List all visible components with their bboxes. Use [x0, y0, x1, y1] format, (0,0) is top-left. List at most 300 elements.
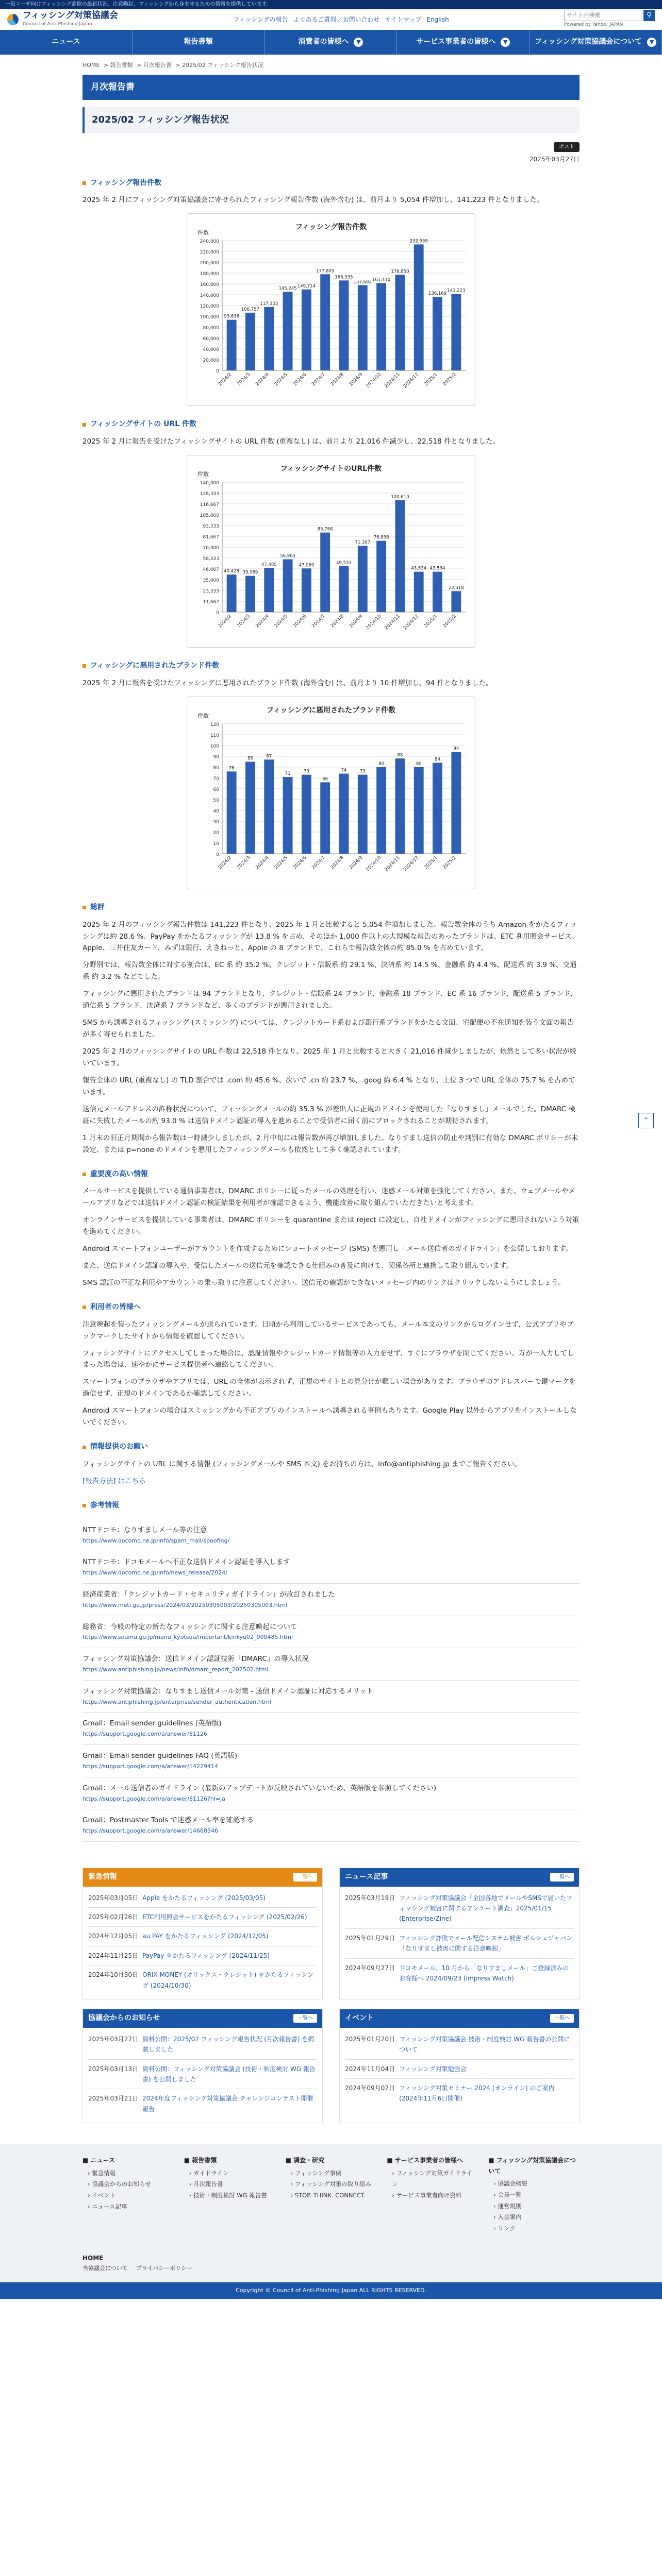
chart-y-tick-label: 120,000 [200, 304, 219, 310]
footer-link[interactable]: › 月次報告書 [189, 2180, 223, 2188]
news-box-header [340, 1868, 579, 1887]
reference-url[interactable]: https://www.antiphishing.jp/news/info/dmarc_report_202502.html [82, 1666, 269, 1673]
section-heading-brands [82, 660, 580, 672]
news-item-date: 2024年10月30日 [88, 1971, 139, 1979]
chart-bar [227, 574, 237, 612]
footer-link[interactable]: › 運営規則 [493, 2202, 522, 2210]
summary-paragraph: 2025 年 2 月のフィッシング報告件数は 141,223 件となり、2025 年 1 月と比較すると 5,054 件増加しました。報告数全体のうち Amazon をかたるフィッシングは約 28.6 %、PayPay をかたるフィッシングが 13.8 % を占め、そのほか 1,000 件以上の大規模な報告のあったブランドは、ETC 利用照会サービス、Apple、三井住友カード、みずほ銀行、えきねっと、Apple の 8 ブランドで、これらで報告数全体の約 85.0 % を占めています。 [82, 920, 579, 953]
chart-y-tick-label: 70,000 [203, 546, 219, 551]
chart-x-tick-label: 2024/10 [365, 614, 383, 631]
footer-link[interactable]: › ニュース記事 [88, 2203, 127, 2211]
chart-bar [376, 767, 386, 854]
news-item-link[interactable]: フィッシング対策セミナー 2024 (オンライン) のご案内 (2024年11月6日開催) [399, 2084, 555, 2103]
news-item[interactable] [345, 2079, 574, 2108]
chart-x-tick-label: 2024/4 [255, 614, 270, 629]
section-heading-reports-label: フィッシング報告件数 [90, 178, 162, 187]
news-box-title: ニュース記事 [345, 1872, 388, 1881]
breadcrumb: HOME > 報告書類 > 月次報告書 > 2025/02 フィッシング報告状況 [82, 62, 263, 69]
chart-data-label: 85,768 [317, 527, 333, 532]
chart-x-tick-label: 2024/12 [402, 614, 420, 631]
nav-providers[interactable] [397, 30, 529, 55]
chart-y-tick-label: 60 [213, 787, 219, 792]
chart-data-label: 232,939 [409, 239, 428, 244]
reference-item[interactable] [82, 1681, 580, 1713]
chart-y-tick-label: 160,000 [200, 282, 219, 288]
chart-bar [283, 292, 293, 371]
footer-link[interactable]: › STOP. THINK. CONNECT. [290, 2192, 366, 2199]
news-item-link[interactable]: フィッシング対策勉強会 [399, 2065, 467, 2073]
chart-x-tick-label: 2025/1 [423, 855, 439, 871]
bullet-icon [82, 1446, 86, 1449]
news-item[interactable] [88, 1927, 317, 1946]
chart-title: フィッシングサイトのURL件数 [280, 465, 382, 473]
chart-brands-svg [190, 700, 472, 886]
footer-link[interactable]: › サービス事業者向け資料 [392, 2192, 462, 2199]
chart-bar [302, 290, 311, 370]
chart-y-label: 件数 [197, 229, 209, 236]
chart-x-tick-label: 2024/6 [292, 614, 308, 629]
news-box [339, 1868, 580, 1999]
chart-data-label: 145,245 [278, 286, 297, 292]
users-paragraph: 注意喚起を装ったフィッシングメールが送られています。日頃から利用しているサービスであっても、メール本文のリンクからログインせず、公式アプリやブックマークしたサイトから情報を確認してください。 [82, 1320, 574, 1341]
chart-bar [414, 572, 424, 612]
news-item-date: 2025年03月27日 [88, 2035, 139, 2043]
news-item[interactable] [88, 1889, 317, 1908]
footer-link[interactable]: › フィッシング対策の取り組み [290, 2180, 371, 2188]
summary-paragraphs [82, 919, 580, 1156]
reference-url[interactable]: https://support.google.com/a/answer/14668346 [82, 1827, 218, 1835]
report-method-link[interactable]: [報告方法] はこちら [82, 1477, 146, 1485]
footer-link[interactable]: › イベント [88, 2192, 116, 2199]
important-paragraph: メールサービスを提供している通信事業者は、DMARC ポリシーに従ったメールの処理を行い、迷惑メール対策を強化してください。また、ウェブメールやメールアプリなどでは送信ドメイン認証の検証結果を利用者が確認できるよう、機能改善に取り組んでいただきたいと考えます。 [82, 1187, 576, 1208]
reference-item[interactable] [82, 1551, 580, 1584]
nav-consumers[interactable] [265, 30, 398, 55]
chart-bar [245, 576, 255, 612]
chart-y-tick-label: 140,000 [200, 481, 219, 486]
bullet-icon [82, 1173, 86, 1176]
news-item-link[interactable]: ドコモメール、10 月から「なりすましメール」ご登録済みのお客様へ 2024/09/23 (Impress Watch) [399, 1964, 569, 1982]
footer-home-link[interactable]: HOME [82, 2255, 104, 2262]
chart-x-tick-label: 2024/10 [365, 372, 383, 389]
footer-column-heading[interactable]: ■ フィッシング対策協議会について [488, 2157, 576, 2175]
chart-y-tick-label: 180,000 [200, 272, 219, 277]
breadcrumb-reports[interactable]: 報告書類 [110, 62, 133, 69]
news-item[interactable] [345, 1929, 574, 1959]
news-item[interactable] [88, 2089, 317, 2119]
reference-url[interactable]: https://support.google.com/a/answer/81126?hl=ja [82, 1795, 225, 1802]
news-box-more-button[interactable]: 一覧へ [293, 1873, 317, 1882]
reference-item[interactable] [82, 1648, 580, 1681]
summary-paragraph: 分野別では、報告数全体に対する割合は、EC 系 約 35.2 %、クレジット・信販系 約 29.1 %、決済系 約 14.5 %、金融系 約 4.4 %、配送系 約 3.9 %、交通系 約 3.2 % などでした。 [82, 961, 577, 981]
chart-y-tick-label: 110 [210, 733, 219, 738]
nav-consumers-label: 消費者の皆様へ [298, 38, 349, 46]
section-heading-reports [82, 177, 580, 190]
site-header [0, 9, 662, 30]
news-item-link[interactable]: ETC利用照会サービスをかたるフィッシング (2025/02/26) [142, 1913, 307, 1921]
chart-bar [414, 767, 424, 854]
news-item[interactable] [345, 2030, 574, 2060]
chart-bar [302, 568, 311, 612]
news-item-link[interactable]: ORIX MONEY (オリックス・クレジット) をかたるフィッシング (2024/10/30) [142, 1971, 313, 1989]
reference-url[interactable]: https://www.meti.go.jp/press/2024/03/20250305003/20250305003.html [82, 1601, 287, 1608]
header-link-faq[interactable]: よくあるご質問／お問い合わせ [293, 15, 380, 23]
footer-column-heading[interactable]: ■ 調査・研究 [285, 2157, 325, 2164]
chart-data-label: 47,069 [299, 563, 315, 568]
chart-x-tick-label: 2025/2 [442, 372, 457, 387]
search-input[interactable] [564, 10, 641, 21]
summary-paragraph: 送信元メールアドレスの詐称状況について、フィッシングメールの約 35.3 % が差出人に正規のドメインを使用した「なりすまし」メールでした。DMARC 検証に失敗したメールの約 93.0 % は送信ドメイン認証の導入を進めることで受信者に届く前にブロックされることが期待されます。 [82, 1105, 575, 1125]
section-heading-important-label: 重要度の高い情報 [90, 1170, 148, 1178]
news-item[interactable] [345, 1959, 574, 1988]
chart-data-label: 80 [378, 761, 385, 767]
chart-bar [433, 572, 442, 612]
nav-news[interactable] [0, 30, 133, 55]
chart-x-tick-label: 2024/2 [217, 855, 233, 871]
section-heading-important [82, 1168, 580, 1181]
publish-date: 2025年03月27日 [529, 156, 580, 163]
chart-bar [302, 774, 311, 853]
breadcrumb-monthly[interactable]: 月次報告書 [143, 62, 172, 69]
reference-item[interactable] [82, 1519, 580, 1552]
section-heading-summary-label: 総評 [90, 903, 105, 911]
chart-x-tick-label: 2024/8 [329, 614, 345, 629]
chart-data-label: 43,534 [429, 566, 445, 571]
chart-reports-svg [190, 217, 472, 402]
article [82, 100, 580, 1849]
chart-x-tick-label: 2024/12 [402, 855, 420, 873]
page-banner: 月次報告書 [82, 75, 580, 100]
chart-x-tick-label: 2024/3 [236, 855, 252, 871]
footer-link[interactable]: › 協議会からのお知らせ [88, 2180, 151, 2188]
chart-data-label: 71 [285, 771, 291, 776]
chart-bar [339, 281, 349, 371]
news-item[interactable] [88, 1908, 317, 1927]
news-box-title: 緊急情報 [88, 1872, 117, 1881]
chart-bar [264, 568, 274, 612]
news-item-link[interactable]: PayPay をかたるフィッシング (2024/11/25) [142, 1952, 270, 1959]
chart-data-label: 176,850 [391, 269, 409, 275]
chart-bar [264, 759, 274, 854]
nav-reports-label: 報告書類 [184, 38, 213, 46]
footer-column [82, 2155, 174, 2234]
news-item-date: 2024年11月25日 [88, 1952, 139, 1959]
chart-data-label: 88 [397, 752, 403, 758]
chart-urls-svg [190, 459, 472, 644]
news-item-date: 2025年03月05日 [88, 1894, 139, 1902]
nav-news-label: ニュース [52, 38, 80, 46]
breadcrumb-current: 2025/02 フィッシング報告状況 [182, 62, 263, 69]
footer-link[interactable]: › 会員一覧 [493, 2191, 522, 2198]
section-heading-urls [82, 418, 580, 431]
footer-link[interactable]: › 協議会概要 [493, 2179, 527, 2187]
reference-title: Gmail：Email sender guidelines FAQ (英語版) [82, 1752, 238, 1760]
site-logo[interactable] [7, 11, 118, 28]
chart-data-label: 141,223 [447, 289, 466, 294]
chart-data-label: 87 [266, 754, 272, 759]
section-heading-urls-label: フィッシングサイトの URL 件数 [90, 420, 197, 429]
chart-data-label: 117,303 [260, 301, 278, 307]
chart-data-label: 22,518 [448, 585, 464, 591]
footer-column-heading[interactable]: ■ サービス事業者の皆様へ [387, 2157, 463, 2164]
chart-data-label: 56,905 [280, 553, 295, 559]
reference-url[interactable]: https://www.docomo.ne.jp/info/news_release/2024/ [82, 1569, 227, 1577]
news-box-more-button[interactable]: 一覧へ [550, 1873, 574, 1882]
footer-column-heading[interactable]: ■ 報告書類 [184, 2157, 217, 2164]
chart-bar [264, 307, 274, 370]
footer-link[interactable]: › フィッシング対策ガイドライン [392, 2169, 473, 2188]
footer-link[interactable]: › ガイドライン [189, 2169, 229, 2177]
chart-x-tick-label: 2024/5 [273, 372, 289, 387]
footer-privacy-link[interactable]: プライバシーポリシー [136, 2264, 193, 2272]
chart-y-tick-label: 90 [213, 754, 219, 760]
chart-data-label: 149,714 [297, 284, 316, 290]
summary-paragraph: 報告全体の URL (重複なし) の TLD 割合では .com 約 45.6 %、次いで .cn 約 23.7 %、.goog 約 6.4 % となり、上位 3 つで URL 全体の 75.7 % を占めています。 [82, 1076, 575, 1096]
news-item-link[interactable]: フィッシング対策協議会「全国各地でメールやSMSで届いたフィッシング被害に関するアンケート調査」2025/01/15 (Enterprise/Zine) [399, 1894, 572, 1923]
chart-x-tick-label: 2024/6 [292, 372, 308, 387]
logo-subtitle: Council of Anti-Phishing Japan [23, 21, 92, 27]
nav-about[interactable] [529, 30, 662, 55]
news-item[interactable] [88, 1946, 317, 1965]
chart-x-tick-label: 2024/9 [348, 614, 364, 629]
footer-column-heading[interactable]: ■ ニュース [82, 2157, 115, 2164]
chart-bar [227, 771, 237, 854]
chart-bar [395, 500, 405, 612]
chart-bar [358, 546, 368, 613]
chart-data-label: 161,410 [372, 277, 391, 283]
chart-x-tick-label: 2024/4 [255, 855, 270, 871]
news-item[interactable] [88, 2030, 317, 2060]
chart-y-tick-label: 80 [213, 765, 219, 771]
chart-data-label: 73 [303, 769, 309, 774]
chart-data-label: 85 [247, 756, 253, 761]
news-item[interactable] [345, 1889, 574, 1929]
news-item-link[interactable]: フィッシング対策協議会 技術・制度検討 WG 報告書の公開について [399, 2035, 570, 2054]
news-item-date: 2025年01月29日 [345, 1934, 395, 1942]
chart-bar [339, 566, 349, 612]
footer-column [184, 2155, 275, 2234]
chart-x-tick-label: 2024/3 [236, 372, 252, 387]
header-link-report[interactable]: フィッシングの報告 [233, 15, 288, 23]
nav-reports[interactable] [133, 30, 265, 55]
breadcrumb-home[interactable]: HOME [82, 62, 100, 69]
bullet-icon [82, 1504, 86, 1507]
section-heading-summary [82, 902, 580, 914]
chart-data-label: 73 [359, 769, 366, 774]
reference-item[interactable] [82, 1616, 580, 1649]
nav-about-label: フィッシング対策協議会について [535, 38, 642, 46]
summary-paragraph: 2025 年 2 月のフィッシングサイトの URL 件数は 22,518 件となり、2025 年 1 月と比較すると大きく 21,016 件減少しましたが、依然として多い状況が続いています。 [82, 1047, 577, 1067]
news-item-link[interactable]: Apple をかたるフィッシング (2025/03/05) [142, 1894, 266, 1902]
news-item-link[interactable]: フィッシング詐欺でメール配信システム被害 ポルシェジャパン「なりすまし被害に関する注意喚起」 [399, 1934, 573, 1953]
chart-data-label: 40,428 [224, 569, 240, 574]
chart-x-tick-label: 2024/5 [273, 855, 289, 871]
share-button[interactable]: ポスト [554, 142, 580, 152]
chart-x-tick-label: 2025/1 [423, 372, 439, 387]
chart-x-tick-label: 2024/7 [311, 855, 326, 871]
chart-bar [227, 320, 237, 370]
footer-column [286, 2155, 377, 2234]
chart-y-tick-label: 200,000 [200, 261, 219, 266]
chart-y-tick-label: 40 [213, 808, 219, 814]
sub-footer [0, 2246, 662, 2282]
request-text: フィッシングサイトの URL に関する情報 (フィッシングメールや SMS 本文) をお持ちの方は、info@antiphishing.jp までご報告ください。 [82, 1460, 522, 1468]
reference-item[interactable] [82, 1713, 580, 1745]
chart-y-tick-label: 81,667 [203, 535, 219, 540]
chart-y-tick-label: 100,000 [200, 315, 219, 320]
reference-title: NTTドコモ：ドコモメールへ不正な送信ドメイン認証を導入します [82, 1558, 290, 1567]
chart-x-tick-label: 2024/6 [292, 855, 308, 871]
footer-link[interactable]: › 入会案内 [493, 2213, 522, 2221]
news-box [82, 1868, 323, 1999]
footer-about-link[interactable]: 当協議会について [82, 2264, 128, 2272]
back-to-top-icon[interactable]: ⌃ [638, 1113, 654, 1128]
chart-y-tick-label: 93,333 [203, 524, 219, 530]
section-heading-users-label: 利用者の皆様へ [90, 1302, 141, 1311]
reference-item[interactable] [82, 1809, 580, 1842]
news-item-link[interactable]: 2024年度フィッシング対策協議会 チャレンジコンテスト開催報告 [142, 2095, 313, 2113]
reference-title: 経済産業省：「クレジットカード・セキュリティガイドライン」が改訂されました [82, 1590, 335, 1599]
chart-y-tick-label: 58,333 [203, 556, 219, 562]
summary-paragraph: SMS から誘導されるフィッシング (スミッシング) については、クレジットカード系および銀行系ブランドをかたる文面、宅配便の不在通知を装う文面の報告が多く寄せられました。 [82, 1019, 574, 1039]
reference-url[interactable]: https://www.docomo.ne.jp/info/spam_mail/spoofing/ [82, 1537, 230, 1544]
chart-x-tick-label: 2024/2 [217, 614, 233, 629]
news-item-link[interactable]: 資料公開：2025/02 フィッシング報告状況 (月次報告書) を掲載しました [142, 2035, 315, 2054]
news-item-date: 2024年09月27日 [345, 1964, 395, 1972]
reference-url[interactable]: https://support.google.com/a/answer/14229414 [82, 1762, 218, 1770]
chart-data-label: 74 [341, 768, 347, 773]
chart-reports [187, 213, 475, 406]
news-item[interactable] [88, 2060, 317, 2090]
chart-bar [358, 774, 368, 853]
chart-data-label: 106,757 [241, 307, 260, 313]
search-icon[interactable]: ⚲ [643, 10, 655, 21]
reference-title: Gmail：Postmaster Tools で迷惑メール率を確認する [82, 1816, 254, 1825]
chart-data-label: 76,838 [373, 535, 389, 540]
news-item-date: 2025年03月21日 [88, 2095, 139, 2103]
footer-link[interactable]: › 技術・制度検討 WG 報告書 [189, 2192, 267, 2199]
news-boxes [82, 1868, 580, 2123]
chart-title: フィッシング報告件数 [295, 223, 367, 232]
chart-y-tick-label: 10 [213, 841, 219, 846]
chart-x-tick-label: 2025/2 [442, 614, 457, 629]
news-item-date: 2025年01月20日 [345, 2035, 395, 2043]
chart-x-tick-label: 2024/4 [255, 372, 270, 387]
news-item[interactable] [345, 2060, 574, 2079]
reference-title: Gmail：メール送信者のガイドライン (最新のアップデートが反映されていないため、英語版を参照してください) [82, 1784, 437, 1792]
reference-item[interactable] [82, 1745, 580, 1777]
news-box-more-button[interactable]: 一覧へ [550, 2014, 574, 2023]
chart-bar [245, 313, 255, 370]
section-heading-references-label: 参考情報 [90, 1501, 119, 1510]
news-box-title: イベント [345, 2014, 374, 2023]
reference-title: Gmail：Email sender guidelines (英語版) [82, 1719, 222, 1728]
chart-y-label: 件数 [197, 471, 209, 478]
chart-title: フィッシングに悪用されたブランド件数 [266, 706, 396, 715]
users-paragraph: フィッシングサイトにアクセスしてしまった場合は、認証情報やクレジットカード情報等の入力をせず、すぐにブラウザを閉じてください。万が一入力してしまった場合は、速やかにサービス提供者へ連絡してください。 [82, 1349, 574, 1369]
chart-y-tick-label: 20,000 [203, 358, 219, 364]
reference-url[interactable]: https://support.google.com/a/answer/81126 [82, 1731, 207, 1738]
header-link-english[interactable]: English [426, 15, 449, 23]
chart-bar [376, 283, 386, 370]
important-paragraph: また、送信ドメイン認証の導入や、受信したメールの送信元を確認できる仕組みの普及に向けて、関係各所と連携して取り組んでいます。 [82, 1261, 513, 1270]
chart-x-tick-label: 2024/5 [273, 614, 289, 629]
chart-y-tick-label: 128,333 [200, 492, 219, 497]
footer-link[interactable]: › リンク [493, 2225, 516, 2232]
chart-data-label: 80 [416, 761, 422, 767]
news-box-more-button[interactable]: 一覧へ [293, 2014, 317, 2023]
chart-data-label: 76 [228, 766, 235, 771]
important-paragraph: SMS 認証の不正な利用やアカウントの乗っ取りに注意してください。送信元の確認ができないメッセージ内のリンクはクリックしないようにしましょう。 [82, 1278, 565, 1287]
news-item-link[interactable]: au PAY をかたるフィッシング (2024/12/05) [142, 1933, 269, 1940]
header-link-sitemap[interactable]: サイトマップ [385, 15, 422, 23]
bullet-icon [82, 181, 86, 185]
footer-link[interactable]: › 緊急情報 [88, 2169, 116, 2177]
logo-title: フィッシング対策協議会 [23, 10, 118, 21]
chart-bar [433, 762, 442, 853]
news-item-link[interactable]: 資料公開：フィッシング対策協議会 (技術・制度検討 WG 報告書) を公開しました [142, 2065, 316, 2083]
chart-y-tick-label: 35,000 [203, 578, 219, 584]
reference-url[interactable]: https://www.soumu.go.jp/menu_kyotsuu/important/kinkyu02_000485.html [82, 1634, 293, 1641]
chart-y-tick-label: 116,667 [200, 502, 219, 508]
chart-y-tick-label: 40,000 [203, 347, 219, 353]
chevron-down-icon: ▼ [354, 38, 363, 47]
main-nav [0, 30, 662, 55]
summary-paragraph: フィッシングに悪用されたブランドは 94 ブランドとなり、クレジット・信販系 24 ブランド、金融系 18 ブランド、EC 系 16 ブランド、配送系 5 ブランド、通信系 5 ブランド、決済系 7 ブランドなど、多くのブランドが悪用されました。 [82, 990, 577, 1010]
chart-y-tick-label: 46,667 [203, 567, 219, 573]
chart-data-label: 84 [435, 757, 440, 762]
chart-y-tick-label: 30 [213, 819, 219, 825]
chart-data-label: 177,805 [316, 268, 335, 274]
users-paragraph: Android スマートフォンの場合はスミッシングから不正アプリのインストールへ誘導される事例もあります。Google Play 以外からアプリをインストールしないでください。 [82, 1406, 577, 1427]
section-text-reports: 2025 年 2 月にフィッシング対策協議会に寄せられたフィッシング報告件数 (海外含む) は、前月より 5,054 件増加し、141,223 件となりました。 [82, 196, 544, 205]
news-item-date: 2025年03月19日 [345, 1894, 395, 1902]
chart-x-tick-label: 2025/2 [442, 855, 457, 871]
chart-x-tick-label: 2024/7 [311, 614, 326, 629]
chart-bar [320, 275, 330, 371]
powered-by: Powered by Yahoo! JAPAN [564, 22, 623, 28]
chart-data-label: 39,089 [242, 570, 258, 575]
chart-x-tick-label: 2024/7 [311, 372, 326, 387]
chart-data-label: 71,397 [355, 540, 371, 546]
reference-item[interactable] [82, 1777, 580, 1810]
chart-x-tick-label: 2024/9 [348, 372, 364, 387]
chart-bar [433, 297, 442, 370]
chart-x-tick-label: 2024/11 [384, 855, 402, 873]
chart-x-tick-label: 2024/8 [329, 372, 345, 387]
header-links [130, 14, 552, 25]
reference-item[interactable] [82, 1584, 580, 1616]
chart-data-label: 166,335 [335, 275, 353, 280]
chart-bar [395, 758, 405, 854]
news-box [82, 2009, 323, 2123]
footer-link[interactable]: › フィッシング事例 [290, 2169, 342, 2177]
users-paragraphs [82, 1319, 580, 1429]
footer-column [488, 2155, 580, 2234]
chart-y-tick-label: 140,000 [200, 293, 219, 299]
chart-y-tick-label: 60,000 [203, 336, 219, 342]
chart-data-label: 49,533 [336, 560, 352, 566]
chart-y-tick-label: 20 [213, 830, 219, 836]
news-item[interactable] [88, 1965, 317, 1995]
news-item-date: 2025年02月26日 [88, 1913, 139, 1921]
news-box-header [83, 1868, 322, 1887]
news-item-date: 2024年09月02日 [345, 2084, 395, 2092]
chart-y-tick-label: 220,000 [200, 250, 219, 256]
reference-url[interactable]: https://www.antiphishing.jp/enterprise/sender_authentication.html [82, 1698, 271, 1705]
chart-x-tick-label: 2024/10 [365, 855, 383, 873]
important-paragraph: オンラインサービスを提供している事業者は、DMARC ポリシーを quarantine または reject に設定し、自社ドメインがフィッシングに悪用されないよう対策を進めてください。 [82, 1216, 580, 1236]
chart-data-label: 93,636 [224, 314, 240, 319]
